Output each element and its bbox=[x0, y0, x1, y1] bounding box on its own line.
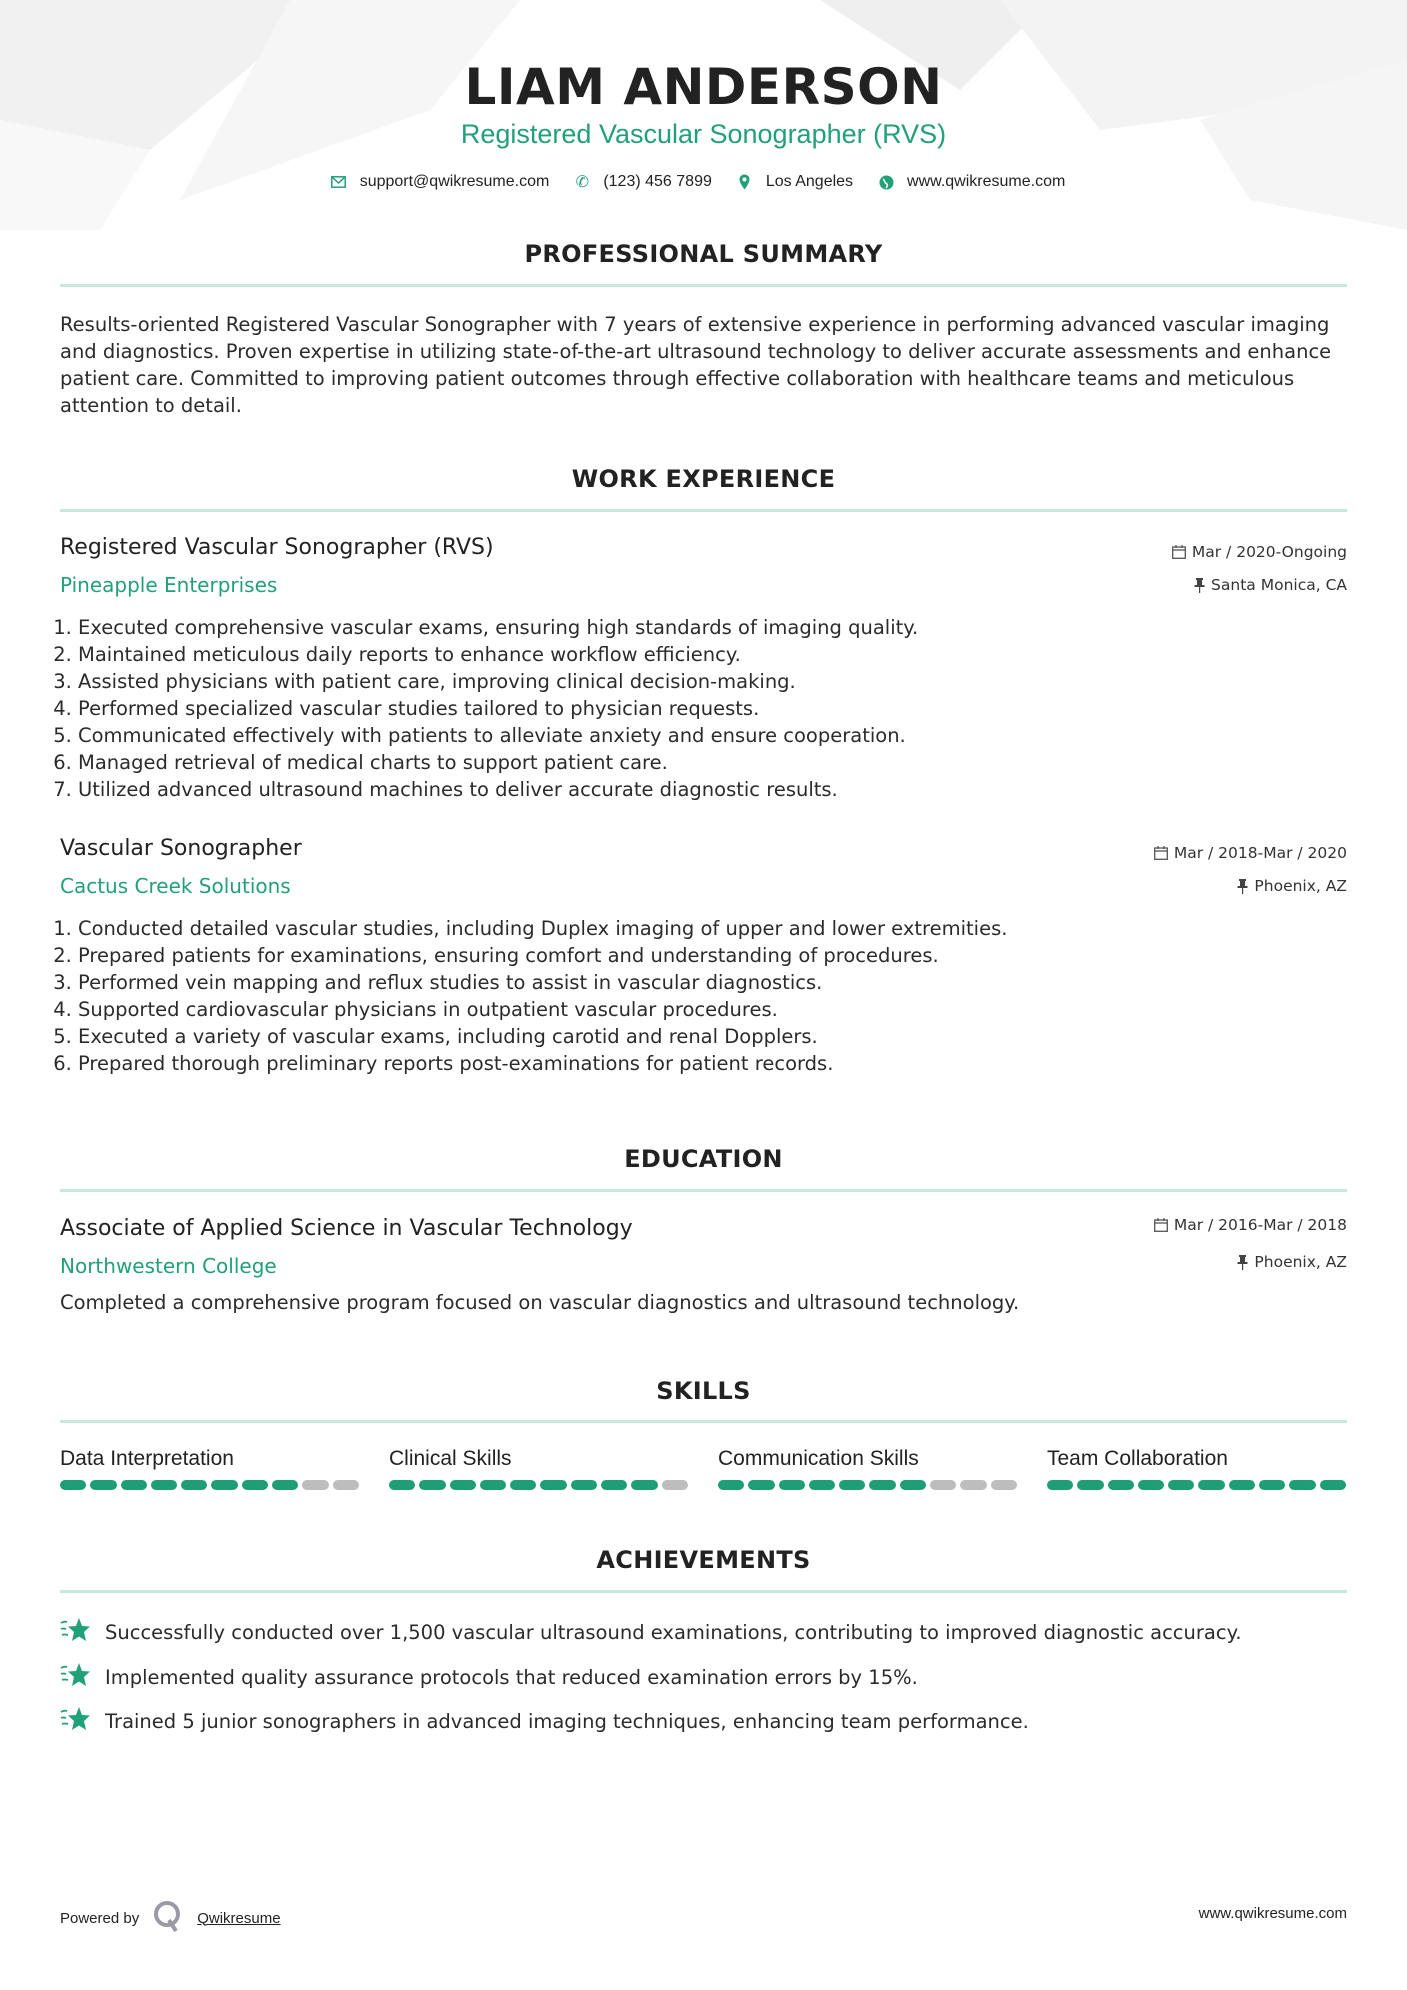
bullet-item: 2. Maintained meticulous daily reports to enhance workflow efficiency. bbox=[78, 641, 918, 668]
skill-segment-filled bbox=[540, 1480, 566, 1490]
skill-segment-filled bbox=[480, 1480, 506, 1490]
calendar-icon bbox=[1154, 846, 1168, 860]
skill-segment-filled bbox=[211, 1480, 237, 1490]
skill-segment-filled bbox=[60, 1480, 86, 1490]
skill-segment-filled bbox=[718, 1480, 744, 1490]
job-location bbox=[1194, 576, 1347, 594]
achievements-heading: ACHIEVEMENTS bbox=[596, 1546, 811, 1574]
skill-segment-filled bbox=[1077, 1480, 1103, 1490]
skill-rating-bar bbox=[718, 1480, 1017, 1490]
skill-segment-filled bbox=[151, 1480, 177, 1490]
skill-item bbox=[1047, 1447, 1346, 1490]
job-dates bbox=[1154, 844, 1347, 862]
star-icon bbox=[60, 1617, 91, 1648]
candidate-title: Registered Vascular Sonographer (RVS) bbox=[460, 119, 947, 149]
skill-label: Data Interpretation bbox=[60, 1447, 234, 1470]
skill-segment-filled bbox=[419, 1480, 445, 1490]
phone-icon: ✆ bbox=[575, 174, 590, 191]
skill-segment-empty bbox=[960, 1480, 986, 1490]
pin-icon bbox=[1237, 1255, 1248, 1270]
skill-segment-empty bbox=[991, 1480, 1017, 1490]
skill-label: Team Collaboration bbox=[1047, 1447, 1228, 1470]
education-dates-text: Mar / 2016-Mar / 2018 bbox=[1173, 1216, 1347, 1234]
bullet-item: 4. Performed specialized vascular studies tailored to physician requests. bbox=[78, 695, 918, 722]
job-dates bbox=[1172, 543, 1347, 561]
skill-segment-empty bbox=[930, 1480, 956, 1490]
skills-list bbox=[60, 1447, 1347, 1490]
summary-text: Results-oriented Registered Vascular Sonographer with 7 years of extensive experience in performing advanced vascular imaging and diagnostics. Proven expertise in utilizing state-of-the-art ultrasound technology to deliver accurate assessments and enhance patient care. Committed to improving patient outcomes through effective collaboration with healthcare teams and meticulous attention to detail. bbox=[60, 313, 1332, 417]
summary-heading: PROFESSIONAL SUMMARY bbox=[524, 240, 883, 268]
skill-segment-filled bbox=[389, 1480, 415, 1490]
skill-segment-filled bbox=[510, 1480, 536, 1490]
star-icon bbox=[60, 1706, 91, 1737]
email-icon bbox=[330, 173, 348, 191]
skill-segment-filled bbox=[1289, 1480, 1315, 1490]
contact-email[interactable]: support@qwikresume.com bbox=[359, 173, 550, 190]
education-dates bbox=[1154, 1216, 1347, 1234]
skill-segment-filled bbox=[1138, 1480, 1164, 1490]
skill-segment-filled bbox=[1198, 1480, 1224, 1490]
achievement-text: Implemented quality assurance protocols that reduced examination errors by 15%. bbox=[105, 1666, 918, 1689]
achievement-item bbox=[60, 1706, 1029, 1737]
job-title: Vascular Sonographer bbox=[60, 836, 302, 861]
skill-segment-filled bbox=[242, 1480, 268, 1490]
education-heading: EDUCATION bbox=[624, 1145, 783, 1173]
bullet-item: 4. Supported cardiovascular physicians in outpatient vascular procedures. bbox=[78, 996, 1007, 1023]
bullet-item: 5. Communicated effectively with patients to alleviate anxiety and ensure cooperation. bbox=[78, 722, 918, 749]
skill-segment-filled bbox=[748, 1480, 774, 1490]
bullet-item: 6. Prepared thorough preliminary reports post-examinations for patient records. bbox=[78, 1050, 1007, 1077]
skill-segment-filled bbox=[869, 1480, 895, 1490]
skill-segment-filled bbox=[1047, 1480, 1073, 1490]
achievement-item bbox=[60, 1662, 918, 1693]
skill-rating-bar bbox=[1047, 1480, 1346, 1490]
skill-segment-filled bbox=[779, 1480, 805, 1490]
qwikresume-link[interactable]: Qwikresume bbox=[197, 1909, 281, 1927]
skill-segment-filled bbox=[90, 1480, 116, 1490]
bullet-item: 1. Conducted detailed vascular studies, including Duplex imaging of upper and lower extremities. bbox=[78, 915, 1007, 942]
star-icon bbox=[60, 1662, 91, 1693]
contact-phone: (123) 456 7899 bbox=[603, 173, 712, 190]
section-divider bbox=[60, 1420, 1347, 1423]
calendar-icon bbox=[1154, 1218, 1168, 1232]
job-company: Cactus Creek Solutions bbox=[60, 874, 291, 898]
candidate-name: LIAM ANDERSON bbox=[464, 58, 943, 116]
pin-icon bbox=[1194, 578, 1205, 593]
achievement-text: Trained 5 junior sonographers in advanced imaging techniques, enhancing team performance. bbox=[105, 1710, 1029, 1733]
bullet-item: 1. Executed comprehensive vascular exams, ensuring high standards of imaging quality. bbox=[78, 614, 918, 641]
skill-segment-filled bbox=[1168, 1480, 1194, 1490]
skill-segment-filled bbox=[900, 1480, 926, 1490]
skill-segment-filled bbox=[601, 1480, 627, 1490]
contact-bar bbox=[0, 173, 1407, 191]
skill-rating-bar bbox=[389, 1480, 688, 1490]
skill-segment-filled bbox=[181, 1480, 207, 1490]
globe-icon bbox=[877, 173, 895, 191]
powered-by-label: Powered by bbox=[60, 1909, 140, 1927]
skill-segment-filled bbox=[1320, 1480, 1346, 1490]
skill-segment-filled bbox=[1229, 1480, 1255, 1490]
job-title: Registered Vascular Sonographer (RVS) bbox=[60, 535, 494, 560]
bullet-item: 2. Prepared patients for examinations, ensuring comfort and understanding of procedures. bbox=[78, 942, 1007, 969]
skill-label: Clinical Skills bbox=[389, 1447, 512, 1470]
skill-segment-empty bbox=[302, 1480, 328, 1490]
skill-segment-filled bbox=[272, 1480, 298, 1490]
section-divider bbox=[60, 1189, 1347, 1192]
skill-segment-filled bbox=[1108, 1480, 1134, 1490]
bullet-item: 7. Utilized advanced ultrasound machines to deliver accurate diagnostic results. bbox=[78, 776, 918, 803]
job-location bbox=[1237, 877, 1347, 895]
job-location-text: Phoenix, AZ bbox=[1254, 877, 1347, 895]
experience-heading: WORK EXPERIENCE bbox=[571, 465, 836, 493]
map-pin-icon bbox=[736, 173, 754, 191]
skill-segment-filled bbox=[1259, 1480, 1285, 1490]
skill-segment-filled bbox=[571, 1480, 597, 1490]
skill-segment-empty bbox=[333, 1480, 359, 1490]
skill-item bbox=[718, 1447, 1017, 1490]
skill-segment-filled bbox=[631, 1480, 657, 1490]
job-bullets bbox=[58, 915, 1007, 1077]
degree-title: Associate of Applied Science in Vascular Technology bbox=[60, 1216, 633, 1241]
job-company: Pineapple Enterprises bbox=[60, 573, 278, 597]
skill-segment-filled bbox=[450, 1480, 476, 1490]
skill-rating-bar bbox=[60, 1480, 359, 1490]
skill-item bbox=[389, 1447, 688, 1490]
skill-segment-filled bbox=[839, 1480, 865, 1490]
footer-powered-by bbox=[60, 1900, 281, 1936]
job-location-text: Santa Monica, CA bbox=[1211, 576, 1347, 594]
bullet-item: 3. Assisted physicians with patient care, improving clinical decision-making. bbox=[78, 668, 918, 695]
school-name: Northwestern College bbox=[60, 1254, 277, 1278]
section-divider bbox=[60, 509, 1347, 512]
skill-segment-filled bbox=[121, 1480, 147, 1490]
skill-segment-filled bbox=[809, 1480, 835, 1490]
job-dates-text: Mar / 2018-Mar / 2020 bbox=[1173, 844, 1347, 862]
contact-website[interactable]: www.qwikresume.com bbox=[907, 173, 1066, 190]
skill-item bbox=[60, 1447, 359, 1490]
calendar-icon bbox=[1172, 545, 1186, 559]
achievement-text: Successfully conducted over 1,500 vascular ultrasound examinations, contributing to improved diagnostic accuracy. bbox=[105, 1621, 1242, 1644]
pin-icon bbox=[1237, 879, 1248, 894]
achievement-item bbox=[60, 1617, 1242, 1648]
skills-heading: SKILLS bbox=[656, 1377, 751, 1405]
skill-segment-empty bbox=[662, 1480, 688, 1490]
job-dates-text: Mar / 2020-Ongoing bbox=[1191, 543, 1347, 561]
section-divider bbox=[60, 1590, 1347, 1593]
bullet-item: 5. Executed a variety of vascular exams, including carotid and renal Dopplers. bbox=[78, 1023, 1007, 1050]
education-description: Completed a comprehensive program focused on vascular diagnostics and ultrasound technology. bbox=[60, 1291, 1020, 1314]
qwikresume-logo-icon bbox=[153, 1900, 183, 1936]
skill-label: Communication Skills bbox=[718, 1447, 919, 1470]
section-divider bbox=[60, 284, 1347, 287]
education-location bbox=[1237, 1253, 1347, 1271]
education-location-text: Phoenix, AZ bbox=[1254, 1253, 1347, 1271]
contact-location: Los Angeles bbox=[765, 173, 854, 190]
job-bullets bbox=[58, 614, 918, 803]
bullet-item: 6. Managed retrieval of medical charts to support patient care. bbox=[78, 749, 918, 776]
footer-website[interactable]: www.qwikresume.com bbox=[1198, 1905, 1347, 1922]
bullet-item: 3. Performed vein mapping and reflux studies to assist in vascular diagnostics. bbox=[78, 969, 1007, 996]
